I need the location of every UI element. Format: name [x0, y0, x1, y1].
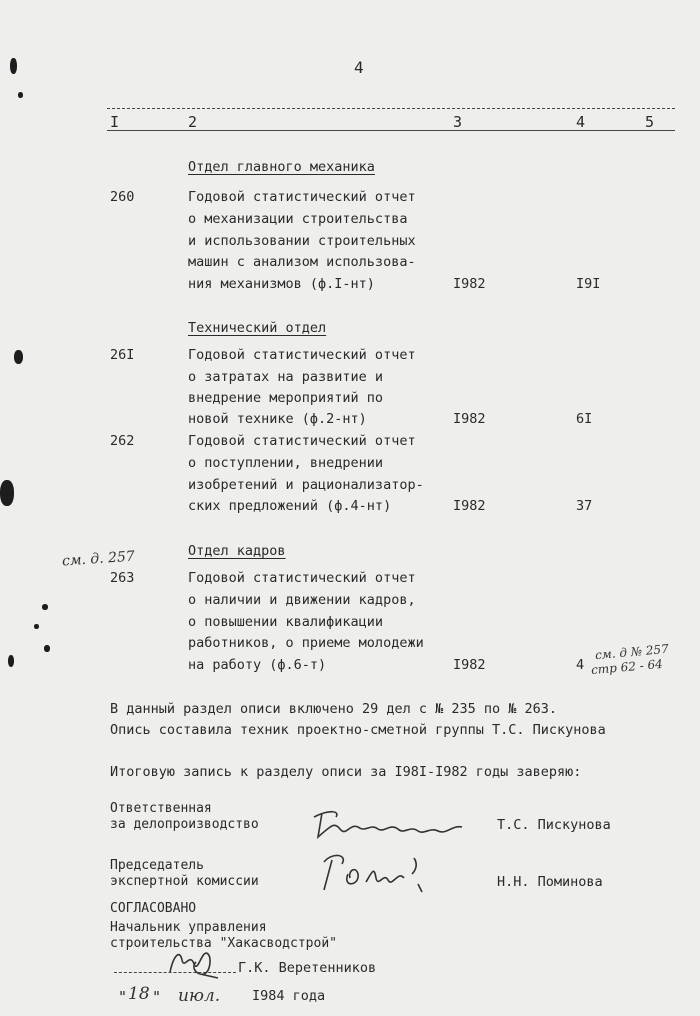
punch-hole-mark — [8, 655, 14, 667]
item-number: 262 — [110, 433, 135, 449]
punch-hole-mark — [14, 350, 23, 364]
punch-hole-mark — [44, 645, 50, 652]
signatory-role: Ответственная — [110, 801, 212, 816]
column-header-4: 4 — [576, 113, 586, 131]
column-header-5: 5 — [645, 113, 655, 131]
punch-hole-mark — [10, 58, 17, 74]
section-heading: Технический отдел — [188, 320, 327, 336]
approver-name: Г.К. Веретенников — [238, 960, 377, 976]
item-title-line: ских предложений (ф.4-нт) — [188, 498, 392, 514]
summary-line: В данный раздел описи включено 29 дел с № 235 по № 263. — [110, 701, 558, 717]
item-title-line: Годовой статистический отчет — [188, 189, 416, 205]
item-number: 260 — [110, 189, 135, 205]
item-count: 37 — [576, 498, 593, 514]
approval-heading: СОГЛАСОВАНО — [110, 901, 197, 916]
item-title-line: о затратах на развитие и — [188, 369, 384, 385]
punch-hole-mark — [34, 624, 39, 629]
punch-hole-mark — [42, 604, 48, 610]
item-year: I982 — [453, 276, 486, 292]
column-header-2: 2 — [188, 113, 198, 131]
handwritten-signature — [310, 803, 470, 843]
item-title-line: Годовой статистический отчет — [188, 433, 416, 449]
section-heading: Отдел кадров — [188, 543, 286, 559]
item-year: I982 — [453, 411, 486, 427]
punch-hole-mark — [18, 92, 23, 98]
item-title-line: и использовании строительных — [188, 233, 416, 249]
page-number: 4 — [354, 58, 364, 77]
item-title-line: внедрение мероприятий по — [188, 390, 384, 406]
signatory-name: Т.С. Пискунова — [497, 817, 611, 833]
handwritten-date-month: июл. — [178, 986, 221, 1006]
item-title-line: Годовой статистический отчет — [188, 347, 416, 363]
handwritten-date-day: 18 — [128, 984, 150, 1004]
handwritten-count-note: стр 62 - 64 — [590, 656, 664, 678]
item-title-line: машин с анализом использова- — [188, 254, 416, 270]
item-title-line: работников, о приеме молодежи — [188, 635, 424, 651]
item-count: 6I — [576, 411, 593, 427]
date-quote-close: " — [152, 988, 162, 1006]
item-title-line: на работу (ф.6-т) — [188, 657, 327, 673]
signatory-name: Н.Н. Поминова — [497, 874, 603, 890]
item-title-line: Годовой статистический отчет — [188, 570, 416, 586]
handwritten-signature — [318, 848, 438, 894]
item-title-line: изобретений и рационализатор- — [188, 477, 424, 493]
item-title-line: о наличии и движении кадров, — [188, 592, 416, 608]
certification-line: Итоговую запись к разделу описи за I98I-I982 годы заверяю: — [110, 764, 582, 780]
item-count: I9I — [576, 276, 601, 292]
handwritten-count-note: см. д № 257 — [594, 641, 670, 663]
column-header-1: I — [110, 113, 120, 131]
item-count: 4 — [576, 657, 585, 673]
summary-line: Опись составила техник проектно-сметной группы Т.С. Пискунова — [110, 722, 606, 738]
punch-hole-mark — [0, 480, 14, 506]
item-title-line: ния механизмов (ф.I-нт) — [188, 276, 375, 292]
signatory-role: экспертной комиссии — [110, 874, 259, 889]
item-number: 26I — [110, 347, 135, 363]
item-title-line: о повышении квалификации — [188, 614, 384, 630]
handwritten-signature — [160, 944, 230, 982]
item-title-line: о поступлении, внедрении — [188, 455, 384, 471]
column-header-3: 3 — [453, 113, 463, 131]
approver-role: Начальник управления — [110, 920, 267, 935]
handwritten-margin-note: см. д. 257 — [61, 548, 136, 570]
approver-role: строительства "Хакасводстрой" — [110, 936, 337, 951]
signatory-role: Председатель — [110, 858, 204, 873]
item-title-line: новой технике (ф.2-нт) — [188, 411, 367, 427]
section-heading: Отдел главного механика — [188, 159, 375, 175]
item-number: 263 — [110, 570, 135, 586]
header-top-rule — [107, 108, 675, 109]
signatory-role: за делопроизводство — [110, 817, 259, 832]
item-title-line: о механизации строительства — [188, 211, 408, 227]
item-year: I982 — [453, 498, 486, 514]
item-year: I982 — [453, 657, 486, 673]
date-quote-open: " — [118, 988, 128, 1006]
date-year: I984 года — [252, 988, 326, 1004]
